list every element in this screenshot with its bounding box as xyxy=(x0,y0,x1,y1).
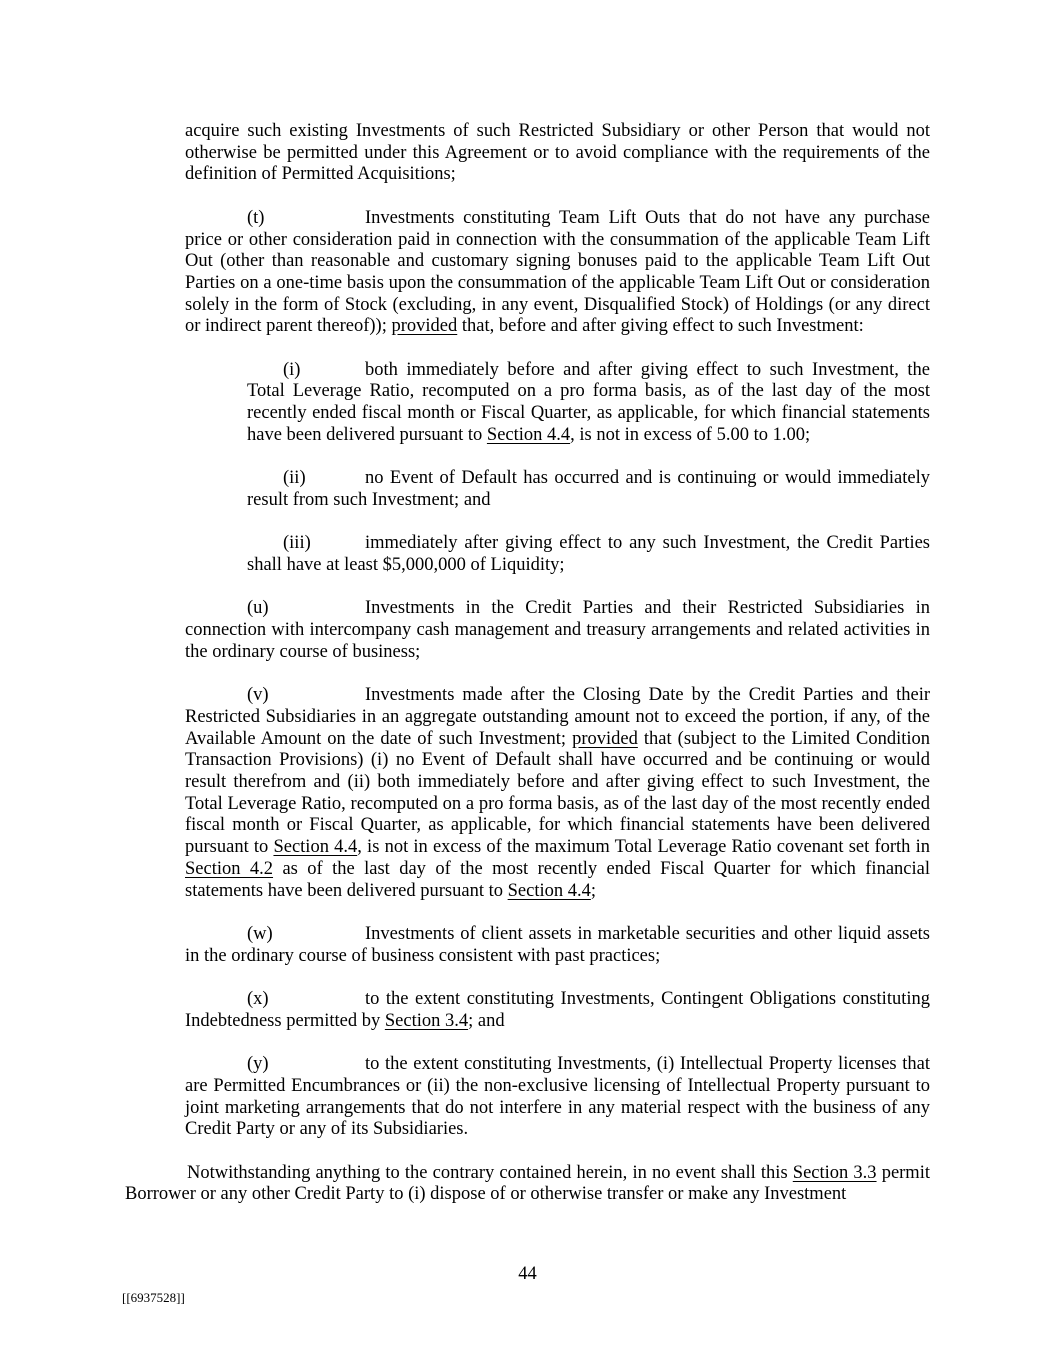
footer-document-id: [[6937528]] xyxy=(122,1290,185,1305)
paragraph-label: (t) xyxy=(247,207,265,228)
paragraph-label: (y) xyxy=(247,1054,269,1075)
paragraph-label: (w) xyxy=(247,923,273,944)
text-run: immediately after giving effect to any such Investment, the Credit Parties shall have at least $5,000,000 of Liquidity; xyxy=(247,533,930,575)
underlined-reference: Section 4.4 xyxy=(273,837,358,858)
text-run: ; and xyxy=(468,1010,505,1031)
paragraph-label: (iii) xyxy=(283,533,311,554)
underlined-reference: provided xyxy=(572,728,638,749)
text-run: permit Borrower or any other Credit Party to (i) dispose of or otherwise transfer or make any Investment xyxy=(125,1162,930,1205)
text-run: that (subject to the Limited Condition Transaction Provisions) (i) no Event of Default shall have occurred and be continuing or would result therefrom and (ii) both immediately before and after giving effect to such Investment, the Total Leverage Ratio, recomputed on a pro forma basis, as of the last day of the most recently ended fiscal month or Fiscal Quarter, as applicable, for which financial statements have been delivered pursuant to xyxy=(185,728,930,858)
paragraph-x xyxy=(185,989,930,1032)
text-run: Investments made after the Closing Date by the Credit Parties and their Restricted Subsidiaries in an aggregate outstanding amount not to exceed the portion, if any, of the Available Amount on the date of such Investment; xyxy=(185,685,930,749)
paragraph-w xyxy=(185,924,930,967)
text-run: that, before and after giving effect to such Investment: xyxy=(457,316,864,337)
page-number: 44 xyxy=(518,1264,537,1284)
paragraph-label: (ii) xyxy=(283,468,306,489)
text-run: to the extent constituting Investments, (i) Intellectual Property licenses that are Permitted Encumbrances or (ii) the non-exclusive licensing of Intellectual Property pursuant to joint marketing arrangements that do not interfere in any material respect with the business of any Credit Party or any of its Subsidiaries. xyxy=(185,1054,930,1140)
document-body xyxy=(125,121,930,1206)
paragraph-t-ii xyxy=(247,468,930,511)
paragraph-t-iii xyxy=(247,533,930,576)
text-run: Notwithstanding anything to the contrary contained herein, in no event shall this xyxy=(187,1162,793,1183)
underlined-reference: Section 4.4 xyxy=(486,424,571,445)
text-run: , is not in excess of 5.00 to 1.00; xyxy=(570,424,811,445)
paragraph-t xyxy=(185,208,930,338)
paragraph-label: (u) xyxy=(247,598,269,619)
text-run: Investments in the Credit Parties and their Restricted Subsidiaries in connection with intercompany cash management and treasury arrangements and related activities in the ordinary course of business; xyxy=(185,598,930,662)
paragraph-v xyxy=(185,685,930,902)
underlined-reference: Section 4.4 xyxy=(507,880,591,901)
text-run: as of the last day of the most recently ended Fiscal Quarter for which financial statements have been delivered pursuant to xyxy=(185,858,930,901)
paragraph-notwithstanding xyxy=(125,1163,930,1206)
underlined-reference: provided xyxy=(391,316,458,337)
text-run: ; xyxy=(590,880,597,901)
underlined-reference: Section 3.3 xyxy=(792,1162,877,1183)
paragraph-u xyxy=(185,598,930,663)
underlined-reference: Section 3.4 xyxy=(384,1010,469,1031)
paragraph-y xyxy=(185,1054,930,1141)
text-run: no Event of Default has occurred and is continuing or would immediately result from such Investment; and xyxy=(247,468,930,510)
paragraph-continuation xyxy=(185,121,930,186)
text-run: Investments constituting Team Lift Outs that do not have any purchase price or other consideration paid in connection with the consummation of the applicable Team Lift Out (other than reasonable and customary signing bonuses paid to the applicable Team Lift Out Parties on a one-time basis upon the consummation of the applicable Team Lift Out or consideration solely in the form of Stock (excluding, in any event, Disqualified Stock) of Holdings (or any direct or indirect parent thereof)); xyxy=(185,207,930,337)
text-run: , is not in excess of the maximum Total Leverage Ratio covenant set forth in xyxy=(357,837,930,858)
text-run: to the extent constituting Investments, Contingent Obligations constituting Indebtedness permitted by xyxy=(185,989,930,1031)
underlined-reference: Section 4.2 xyxy=(185,858,274,879)
text-run: Investments of client assets in marketable securities and other liquid assets in the ordinary course of business consistent with past practices; xyxy=(185,923,930,966)
text-run: acquire such existing Investments of such Restricted Subsidiary or other Person that would not otherwise be permitted under this Agreement or to avoid compliance with the requirements of the definition of Permitted Acquisitions; xyxy=(185,121,930,185)
paragraph-label: (i) xyxy=(283,359,301,380)
paragraph-label: (v) xyxy=(247,685,269,706)
text-run: both immediately before and after giving effect to such Investment, the Total Leverage Ratio, recomputed on a pro forma basis, as of the last day of the most recently ended fiscal month or Fiscal Quarter, as applicable, for which financial statements have been delivered pursuant to xyxy=(247,359,930,445)
paragraph-t-i xyxy=(247,360,930,447)
paragraph-label: (x) xyxy=(247,989,269,1009)
